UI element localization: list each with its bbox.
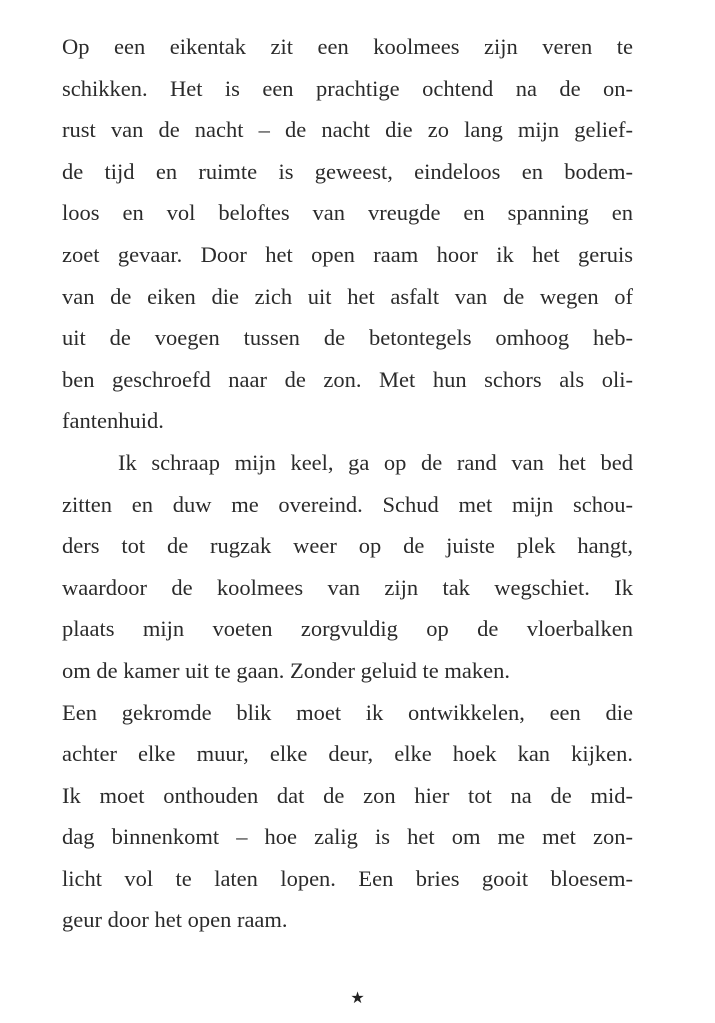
text-line: van de eiken die zich uit het asfalt van de wegen of: [62, 283, 633, 309]
text-line: achter elke muur, elke deur, elke hoek kan kijken.: [62, 741, 633, 767]
text-line: Ik moet onthouden dat de zon hier tot na de mid-: [62, 782, 633, 808]
text-line: uit de voegen tussen de betontegels omhoog heb-: [62, 325, 633, 351]
text-line: Een gekromde blik moet ik ontwikkelen, een die: [62, 699, 633, 725]
text-line: ders tot de rugzak weer op de juiste plek hangt,: [62, 533, 633, 559]
text-line: licht vol te laten lopen. Een bries gooit bloesem-: [62, 865, 633, 891]
text-line: rust van de nacht – de nacht die zo lang mijn gelief-: [62, 117, 633, 143]
section-break-star-icon: ★: [350, 988, 365, 1007]
text-line: plaats mijn voeten zorgvuldig op de vloerbalken: [62, 616, 633, 642]
text-line: geur door het open raam.: [62, 907, 288, 933]
text-line: ben geschroefd naar de zon. Met hun schors als oli-: [62, 366, 633, 392]
text-line: zitten en duw me overeind. Schud met mijn schou-: [62, 491, 633, 517]
text-line: Ik schraap mijn keel, ga op de rand van het bed: [118, 449, 633, 475]
text-line: waardoor de koolmees van zijn tak wegschiet. Ik: [62, 574, 633, 600]
text-line: zoet gevaar. Door het open raam hoor ik het geruis: [62, 241, 633, 267]
text-line: fantenhuid.: [62, 408, 164, 434]
paragraph-1: [62, 26, 633, 442]
page-body-text: [62, 26, 633, 941]
text-line: de tijd en ruimte is geweest, eindeloos en bodem-: [62, 158, 633, 184]
text-line: schikken. Het is een prachtige ochtend na de on-: [62, 75, 633, 101]
text-line: Op een eikentak zit een koolmees zijn veren te: [62, 34, 633, 59]
text-line: loos en vol beloftes van vreugde en spanning en: [62, 200, 633, 226]
text-line: om de kamer uit te gaan. Zonder geluid te maken.: [62, 657, 510, 683]
paragraph-2: [62, 442, 633, 941]
text-line: dag binnenkomt – hoe zalig is het om me met zon-: [62, 824, 633, 850]
